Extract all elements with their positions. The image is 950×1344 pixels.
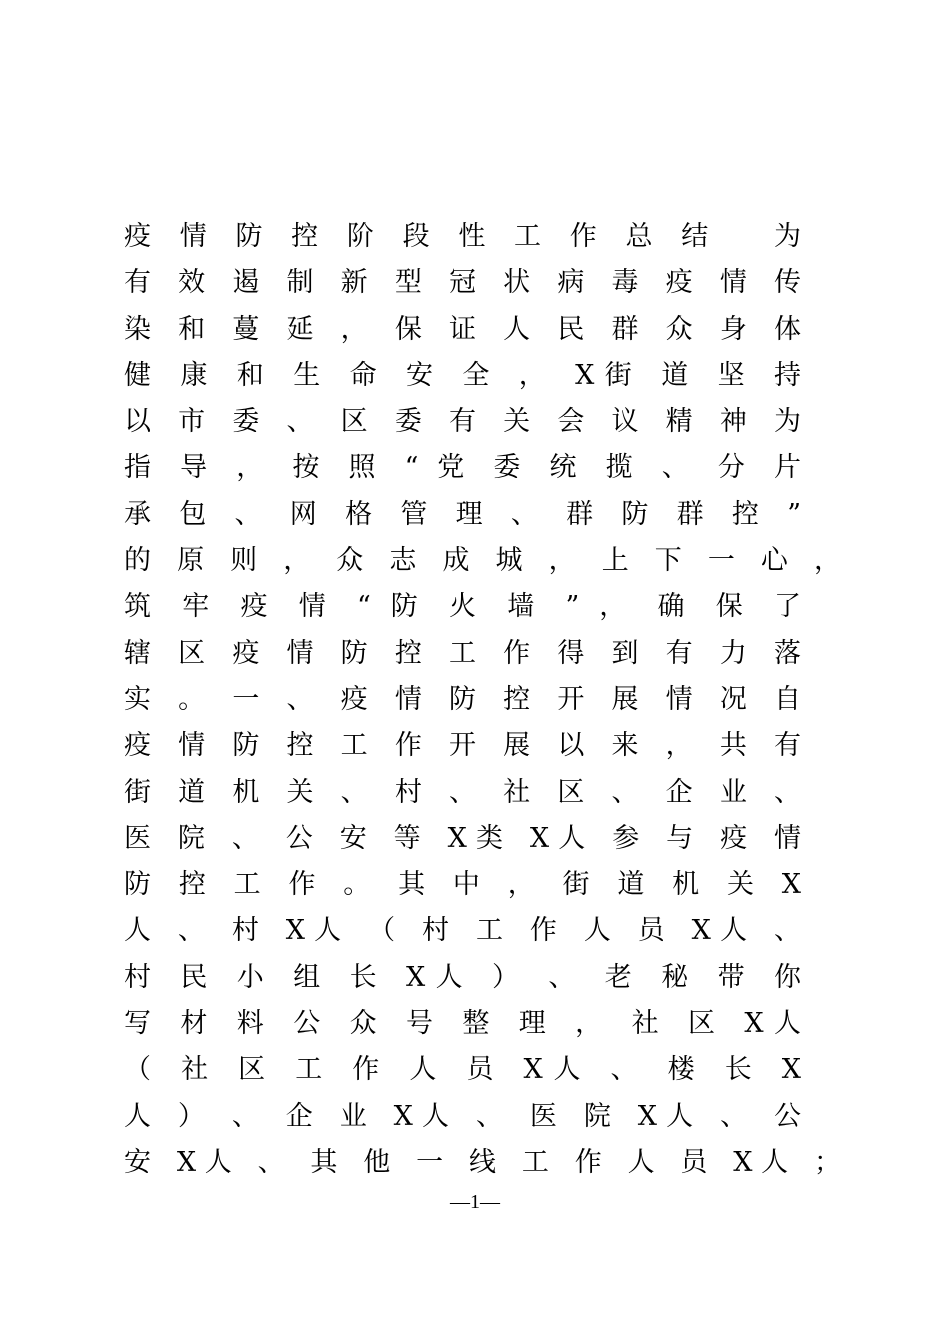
- body-text: [124, 214, 844, 1186]
- text-line-21: 安 X人 、 其 他 一 线 工 作 人 员 X人 ；: [124, 1146, 841, 1178]
- text-line-1: 疫 情 防 控 阶 段 性 工 作 总 结 为: [124, 221, 801, 252]
- text-line-17: 村 民 小 组 长 X人 ） 、 老 秘 带 你: [124, 961, 801, 993]
- text-line-11: 实 。 一 、 疫 情 防 控 开 展 情 况 自: [124, 683, 801, 715]
- text-line-13: 街 道 机 关 、 村 、 社 区 、 企 业 、: [124, 776, 801, 808]
- text-line-4: 健 康 和 生 命 安 全 ， X街 道 坚 持: [124, 359, 801, 391]
- text-line-20: 人 ） 、 企 业 X人 、 医 院 X人 、 公: [124, 1100, 801, 1132]
- text-line-5: 以 市 委 、 区 委 有 关 会 议 精 神 为: [124, 406, 801, 438]
- text-line-19: （ 社 区 工 作 人 员 X人 、 楼 长 X: [124, 1054, 801, 1086]
- text-line-3: 染 和 蔓 延 ， 保 证 人 民 群 众 身 体: [124, 313, 801, 345]
- text-line-2: 有 效 遏 制 新 型 冠 状 病 毒 疫 情 传: [124, 267, 801, 299]
- text-line-18: 写 材 料 公 众 号 整 理 ， 社 区 X人: [124, 1008, 801, 1040]
- text-line-12: 疫 情 防 控 工 作 开 展 以 来 ， 共 有: [124, 730, 801, 762]
- text-line-9: 筑 牢 疫 情 “ 防 火 墙 ” ， 确 保 了: [124, 591, 801, 623]
- text-line-10: 辖 区 疫 情 防 控 工 作 得 到 有 力 落: [124, 637, 801, 669]
- page-number: —1—: [450, 1191, 500, 1213]
- text-line-14: 医 院 、 公 安 等 X类 X人 参 与 疫 情: [124, 822, 801, 854]
- text-line-6: 指 导 ， 按 照 “ 党 委 统 揽 、 分 片: [124, 452, 801, 484]
- text-line-8: 的 原 则 ， 众 志 成 城 ， 上 下 一 心 ，: [124, 545, 841, 577]
- text-line-16: 人 、 村 X人 （ 村 工 作 人 员 X人 、: [124, 915, 801, 947]
- text-line-7: 承 包 、 网 格 管 理 、 群 防 群 控 ”: [124, 498, 801, 530]
- text-line-15: 防 控 工 作 。 其 中 ， 街 道 机 关 X: [124, 869, 801, 901]
